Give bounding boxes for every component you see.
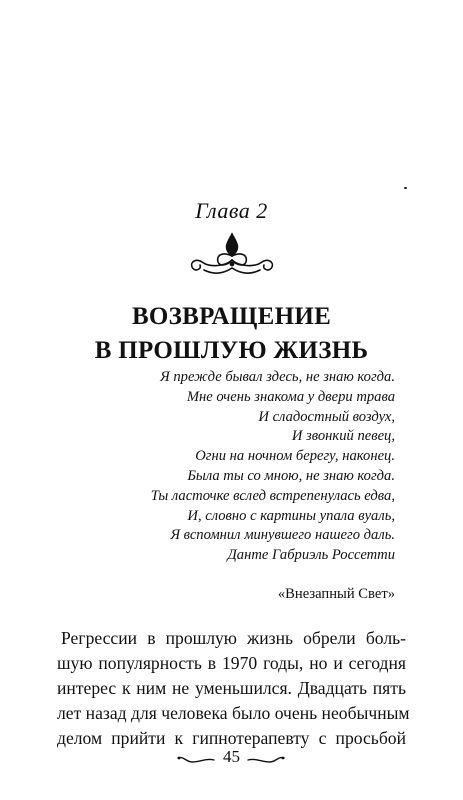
body-line: Регрессии в прошлую жизнь обрели боль- (61, 628, 406, 648)
epigraph-line: Огни на ночном берегу, наконец. (195, 448, 395, 465)
body-line: шую популярность в 1970 годы, но и сегодня (57, 653, 406, 673)
epigraph-line: И, словно с картины упала вуаль, (187, 507, 395, 524)
lotus-flourish-icon (182, 232, 282, 278)
epigraph-work-title: «Внезапный Свет» (277, 586, 395, 602)
epigraph-line: Я прежде бывал здесь, не знаю когда. (160, 369, 395, 385)
epigraph (151, 368, 395, 566)
epigraph-line: Я вспомнил минувшего нашего даль. (170, 527, 395, 544)
page-footer (0, 744, 463, 774)
body-paragraph (57, 626, 410, 751)
body-line: лет назад для человека было очень необычным (57, 703, 410, 723)
swash-flourish-icon (246, 754, 286, 768)
chapter-title-line-2: В ПРОШЛУЮ ЖИЗНЬ (94, 337, 369, 364)
epigraph-line: Мне очень знакома у двери трава (186, 388, 395, 405)
epigraph-line: Ты ласточке вслед встрепенулась едва, (150, 487, 395, 504)
page-number: 45 (223, 747, 240, 766)
print-speck (404, 187, 407, 189)
chapter-title-line-1: ВОЗВРАЩЕНИЕ (131, 303, 332, 330)
epigraph-line: И сладостный воздух, (258, 408, 395, 425)
chapter-label: Глава 2 (195, 198, 268, 223)
epigraph-line: Была ты со мною, не знаю когда. (187, 467, 395, 484)
body-line: делом прийти к гипнотерапевту с просьбой (57, 728, 406, 748)
epigraph-author: Данте Габриэль Россетти (227, 547, 395, 564)
body-line: интерес к ним не уменьшился. Двадцать пять (57, 678, 406, 698)
epigraph-line: И звонкий певец, (291, 428, 395, 445)
chapter-title (0, 300, 463, 368)
